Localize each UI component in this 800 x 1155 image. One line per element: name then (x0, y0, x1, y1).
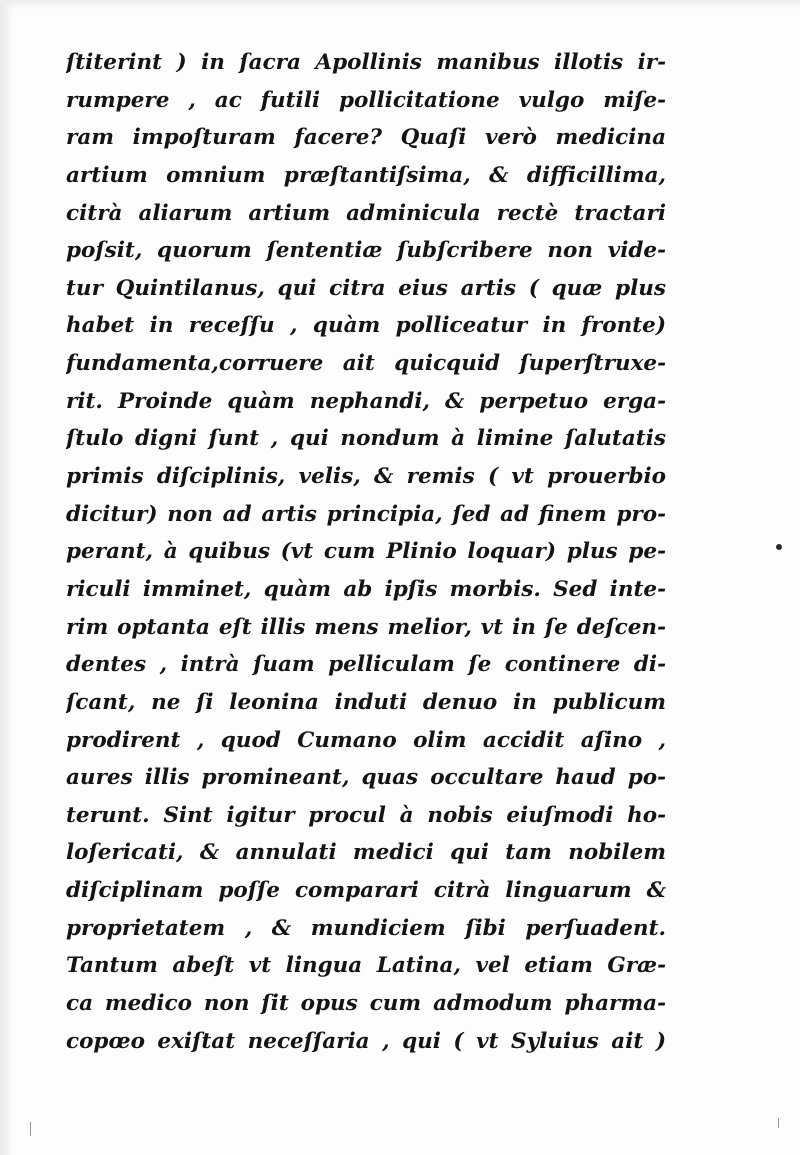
text-line: aures illis promineant, quas occultare haud po- (66, 765, 666, 791)
text-line: fundamenta,corruere ait quicquid ſuperſtruxe- (66, 351, 666, 377)
latin-text-block (66, 44, 666, 1060)
page-edge-shadow-top (0, 0, 800, 10)
text-line: diſciplinam poſſe comparari citrà linguarum & (66, 878, 666, 904)
text-line: rim optanta eſt illis mens melior, vt in ſe deſcen- (66, 614, 666, 640)
text-line: primis diſciplinis, velis, & remis ( vt prouerbio (66, 464, 666, 490)
text-line: ram impoſturam facere? Quaſi verò medicina (66, 125, 666, 151)
text-line: ſtulo digni ſunt , qui nondum à limine ſalutatis (66, 426, 666, 452)
margin-mark (778, 1118, 779, 1128)
text-line: ſcant, ne ſi leonina induti denuo in publicum (66, 689, 666, 715)
text-line: riculi imminet, quàm ab ipſis morbis. Sed inte- (66, 576, 666, 602)
text-line: tur Quintilanus, qui citra eius artis ( quæ plus (66, 275, 666, 301)
text-line: dicitur) non ad artis principia, ſed ad finem pro- (66, 501, 666, 527)
text-line: habet in receſſu , quàm polliceatur in fronte) (66, 313, 666, 339)
text-line: dentes , intrà ſuam pelliculam ſe continere di- (66, 652, 666, 678)
ink-speck (776, 544, 782, 550)
text-line: ca medico non ſit opus cum admodum pharma- (66, 991, 666, 1017)
page-edge-shadow-left (0, 0, 14, 1155)
text-line: artium omnium præſtantiſsima, & difficillima, (66, 162, 666, 188)
text-line: loſericati, & annulati medici qui tam nobilem (66, 840, 666, 866)
text-line: perant, à quibus (vt cum Plinio loquar) plus pe- (66, 539, 666, 565)
text-line: proprietatem , & mundiciem ſibi perſuadent. (66, 915, 666, 941)
text-line: citrà aliarum artium adminicula rectè tractari (66, 200, 666, 226)
text-line: ſtiterint ) in ſacra Apollinis manibus illotis ir- (66, 50, 666, 75)
text-line: rumpere , ac futili pollicitatione vulgo miſe- (66, 87, 666, 113)
text-line: rit. Proinde quàm nephandi, & perpetuo erga- (66, 388, 666, 414)
text-line: poſsit, quorum ſententiæ ſubſcribere non vide- (66, 238, 666, 264)
margin-mark (30, 1122, 31, 1136)
text-line: prodirent , quod Cumano olim accidit aſino , (66, 727, 666, 753)
text-line: terunt. Sint igitur procul à nobis eiuſmodi ho- (66, 802, 666, 828)
text-line: copœo exiſtat neceſſaria , qui ( vt Syluius ait ) (66, 1028, 666, 1054)
text-line: Tantum abeſt vt lingua Latina, vel etiam Græ- (66, 953, 666, 979)
